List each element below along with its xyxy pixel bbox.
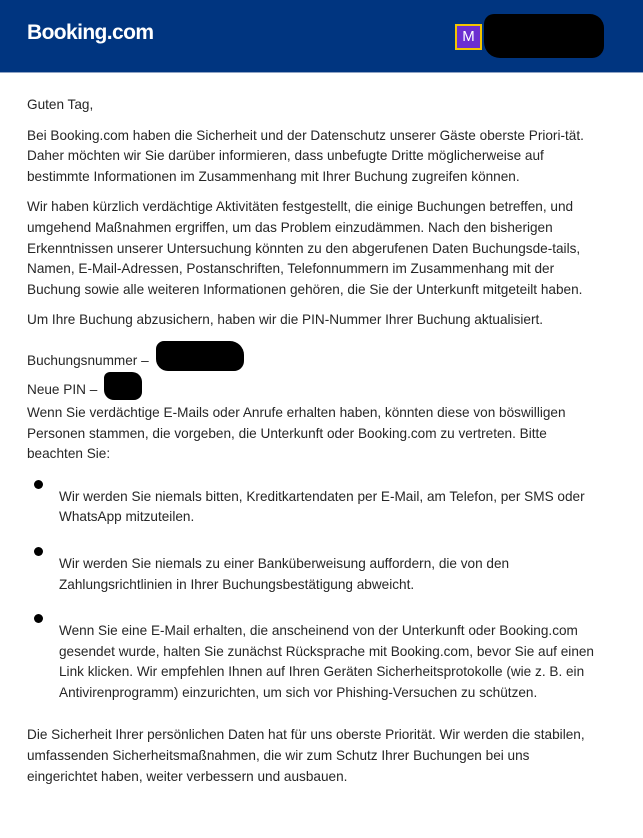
list-item-text: Wir werden Sie niemals zu einer Banküberweisung auffordern, die von den Zahlungsrichtlinien in Ihrer Buchungsbestätigung abweicht. [59, 555, 510, 592]
booking-number-label: Buchungsnummer – [27, 352, 149, 368]
paragraph-closing: Die Sicherheit Ihrer persönlichen Daten hat für uns oberste Priorität. Wir werden die stabilen, umfassenden Sicherheitsmaßnahmen, die wir zum Schutz Ihrer Buchungen bei uns eingerichtet haben, weiter verbessern und ausbauen. [27, 727, 585, 784]
paragraph-intro: Bei Booking.com haben die Sicherheit und der Datenschutz unserer Gäste oberste Priori-tät. Daher möchten wir Sie darüber informieren, dass unbefugte Dritte möglicherweise auf bestimmte Informationen im Zusammenhang mit Ihrer Buchung zugreifen können. [27, 127, 584, 184]
list-item [27, 554, 602, 595]
list-item-text: Wir werden Sie niemals bitten, Kreditkartendaten per E-Mail, am Telefon, per SMS oder WhatsApp mitzuteilen. [59, 488, 585, 525]
redacted-name [484, 14, 604, 58]
avatar[interactable]: M [455, 24, 482, 50]
bullet-icon [34, 614, 43, 623]
security-tips-list [27, 487, 602, 704]
email-body [27, 95, 602, 797]
redacted-pin [104, 372, 142, 400]
new-pin-line [27, 372, 602, 397]
paragraph-warning: Wenn Sie verdächtige E-Mails oder Anrufe erhalten haben, könnten diese von böswilligen Personen stammen, die vorgeben, die Unterkunft oder Booking.com zu vertreten. Bitte beachten Sie: [27, 404, 566, 462]
email-header [0, 0, 643, 73]
booking-logo[interactable]: Booking.com [27, 21, 154, 44]
list-item-text: Wenn Sie eine E-Mail erhalten, die anscheinend von der Unterkunft oder Booking.com gesendet wurde, halten Sie zunächst Rücksprache mit Booking.com, bevor Sie auf einen Link klicken. Wir empfehlen Ihnen auf Ihren Geräten Sicherheitsprotokolle (wie z. B. ein Antivirenprogramm) einzurichten, um sich vor Phishing-Versuchen zu schützen. [59, 623, 594, 700]
greeting: Guten Tag, [27, 97, 94, 112]
paragraph-incident: Wir haben kürzlich verdächtige Aktivitäten festgestellt, die einige Buchungen betreffen, und umgehend Maßnahmen ergriffen, um das Problem einzudämmen. Nach den bisherigen Erkenntnissen unserer Untersuchung könnten zu den abgerufenen Daten Buchungsde-tails, Namen, E-Mail-Adressen, Postanschriften, Telefonnummern im Zusammenhang mit der Buchung sowie alle weiteren Informationen gehören, die Sie der Unterkunft mitgeteilt haben. [27, 199, 583, 297]
bullet-icon [34, 547, 43, 556]
bullet-icon [34, 480, 43, 489]
new-pin-label: Neue PIN – [27, 381, 98, 397]
redacted-booking-number [156, 341, 244, 371]
booking-number-line [27, 341, 602, 368]
list-item [27, 487, 602, 528]
paragraph-pin-update: Um Ihre Buchung abzusichern, haben wir die PIN-Nummer Ihrer Buchung aktualisiert. [27, 312, 544, 328]
list-item [27, 621, 602, 703]
